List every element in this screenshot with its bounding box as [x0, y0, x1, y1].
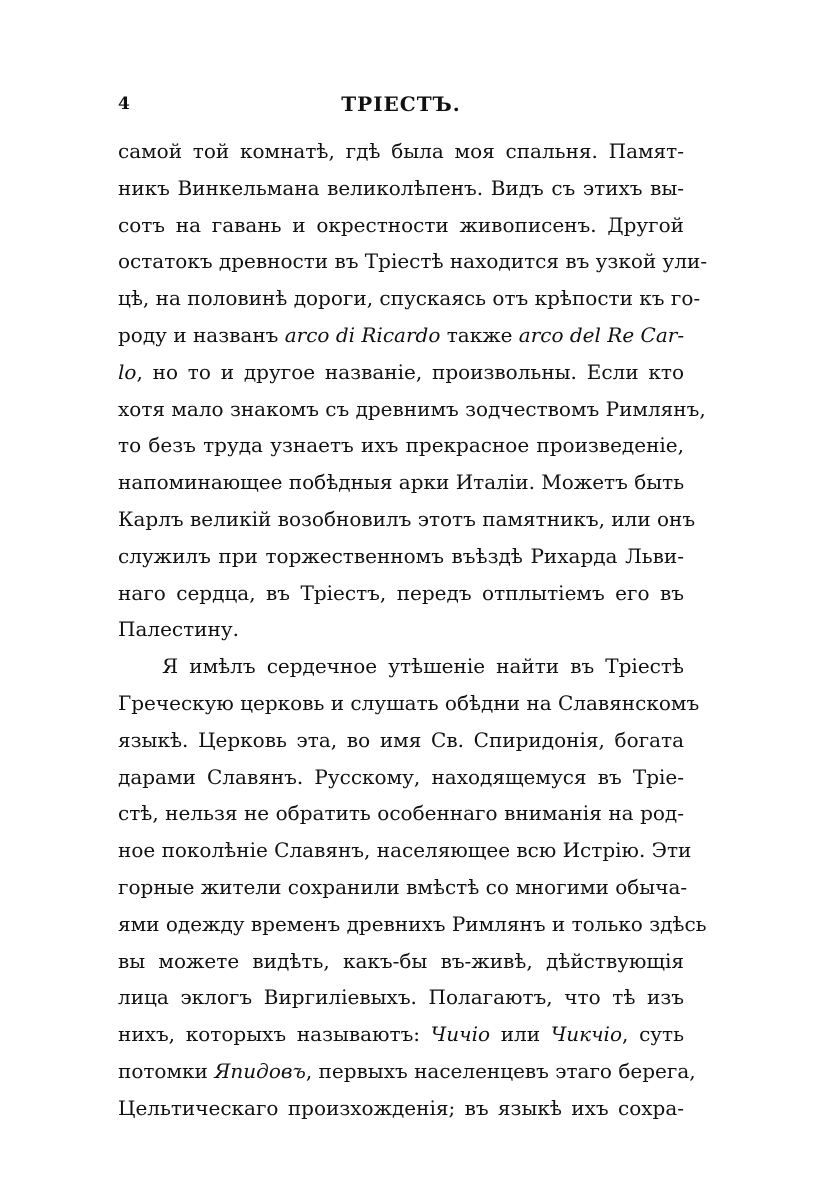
text-line: остатокъ древности въ Тріестѣ находится въ узкой ули-	[118, 249, 708, 274]
text-run: роду и названъ	[118, 322, 285, 347]
text-line: горные жители сохранили вмѣстѣ со многими обыча-	[118, 874, 688, 899]
running-header	[118, 90, 684, 120]
text-line: служилъ при торжественномъ въѣздѣ Рихарда Льви-	[118, 543, 684, 568]
text-run: также	[440, 322, 519, 347]
text-run: потомки	[118, 1058, 215, 1083]
header-title: ТРІЕСТЪ.	[341, 92, 461, 116]
text-line: Цельтическаго произхожденія; въ языкѣ ихъ сохра-	[118, 1095, 684, 1120]
page-number: 4	[118, 94, 130, 114]
text-line: напоминающее побѣдныя арки Италіи. Можетъ быть	[118, 470, 685, 495]
text-line: то безъ труда узнаетъ ихъ прекрасное произведеніе,	[118, 433, 684, 458]
text-line: самой той комнатѣ, гдѣ была моя спальня. Памят-	[118, 139, 684, 163]
text-line: Я имѣлъ сердечное утѣшеніе найти въ Тріестѣ	[162, 654, 684, 679]
text-line: Палестину.	[118, 617, 239, 642]
text-line: дарами Славянъ. Русскому, находящемуся въ Тріе-	[118, 764, 684, 789]
text-run: , первыхъ населенцевъ этаго берега,	[305, 1058, 696, 1083]
text-line: хотя мало знакомъ съ древнимъ зодчествомъ Римлянъ,	[118, 396, 706, 421]
text-line: цѣ, на половинѣ дороги, спускаясь отъ крѣпости къ го-	[118, 286, 701, 311]
text-line: Греческую церковь и слушать обѣдни на Славянскомъ	[118, 690, 700, 715]
text-line: лица эклогъ Виргиліевыхъ. Полагаютъ, что тѣ изъ	[118, 985, 684, 1010]
text-line: вы можете видѣть, какъ-бы въ-живѣ, дѣйствующія	[118, 948, 684, 973]
text-line	[118, 354, 684, 391]
text-line	[118, 1053, 696, 1090]
text-line	[118, 1016, 684, 1053]
text-line: никъ Винкельмана великолѣпенъ. Видъ съ этихъ вы-	[118, 175, 684, 200]
italic-term: Чичіо	[430, 1022, 490, 1047]
text-run: или	[490, 1022, 551, 1047]
text-line: наго сердца, въ Тріестъ, передъ отплытіемъ его въ	[118, 580, 684, 605]
italic-term: Япидовъ	[214, 1058, 306, 1083]
italic-term: arco del Re Car-	[518, 322, 685, 347]
text-line: ями одежду временъ древнихъ Римлянъ и только здѣсь	[118, 911, 707, 936]
text-line: сотъ на гавань и окрестности живописенъ. Другой	[118, 212, 684, 237]
text-line: ное поколѣніе Славянъ, населяющее всю Истрію. Эти	[118, 838, 692, 863]
text-line: языкѣ. Церковь эта, во имя Св. Спиридонія, богата	[118, 727, 684, 752]
text-run: , суть	[622, 1022, 685, 1047]
text-run: , но то и другое названіе, произвольны. Если кто	[136, 359, 684, 384]
italic-term: arco di Ricardo	[284, 322, 441, 347]
text-run: нихъ, которыхъ называютъ:	[118, 1022, 431, 1047]
text-line	[118, 317, 684, 354]
italic-term: Чикчіо	[550, 1022, 622, 1047]
text-line: стѣ, нельзя не обратить особеннаго вниманія на род-	[118, 801, 684, 826]
text-line: Карлъ великій возобновилъ этотъ памятникъ, или онъ	[118, 506, 696, 531]
italic-term: lo	[118, 359, 137, 384]
body-text	[118, 133, 708, 1127]
